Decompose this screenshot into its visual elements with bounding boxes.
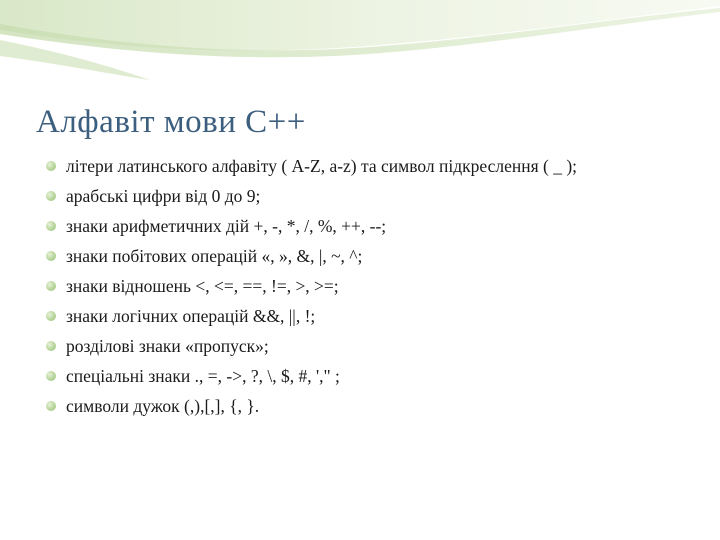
slide-title: Алфавіт мови С++	[36, 104, 306, 140]
list-item	[44, 151, 708, 181]
bullet-dot-icon	[46, 281, 56, 291]
list-item	[44, 211, 708, 241]
decorative-header-swoosh	[0, 0, 720, 110]
bullet-text: знаки відношень <, <=, ==, !=, >, >=;	[66, 276, 339, 296]
bullet-dot-icon	[46, 161, 56, 171]
list-item	[44, 361, 708, 391]
bullet-text: знаки арифметичних дій +, -, *, /, %, ++, --;	[66, 216, 387, 236]
bullet-list	[44, 151, 708, 421]
bullet-dot-icon	[46, 311, 56, 321]
bullet-text: літери латинського алфавіту ( A-Z, a-z) та символ підкреслення ( _ );	[66, 156, 578, 176]
list-item	[44, 241, 708, 271]
list-item	[44, 331, 708, 361]
bullet-text: символи дужок (,),[,], {, }.	[66, 396, 260, 416]
bullet-text: знаки побітових операцій «, », &, |, ~, ^;	[66, 246, 363, 266]
list-item	[44, 181, 708, 211]
bullet-dot-icon	[46, 371, 56, 381]
bullet-dot-icon	[46, 401, 56, 411]
bullet-text: знаки логічних операцій &&, ||, !;	[66, 306, 316, 326]
bullet-text: спеціальні знаки ., =, ->, ?, \, $, #, '," ;	[66, 366, 340, 386]
bullet-dot-icon	[46, 191, 56, 201]
bullet-dot-icon	[46, 341, 56, 351]
list-item	[44, 391, 708, 421]
bullet-text: арабські цифри від 0 до 9;	[66, 186, 261, 206]
list-item	[44, 301, 708, 331]
bullet-dot-icon	[46, 221, 56, 231]
bullet-text: розділові знаки «пропуск»;	[66, 336, 269, 356]
list-item	[44, 271, 708, 301]
bullet-dot-icon	[46, 251, 56, 261]
